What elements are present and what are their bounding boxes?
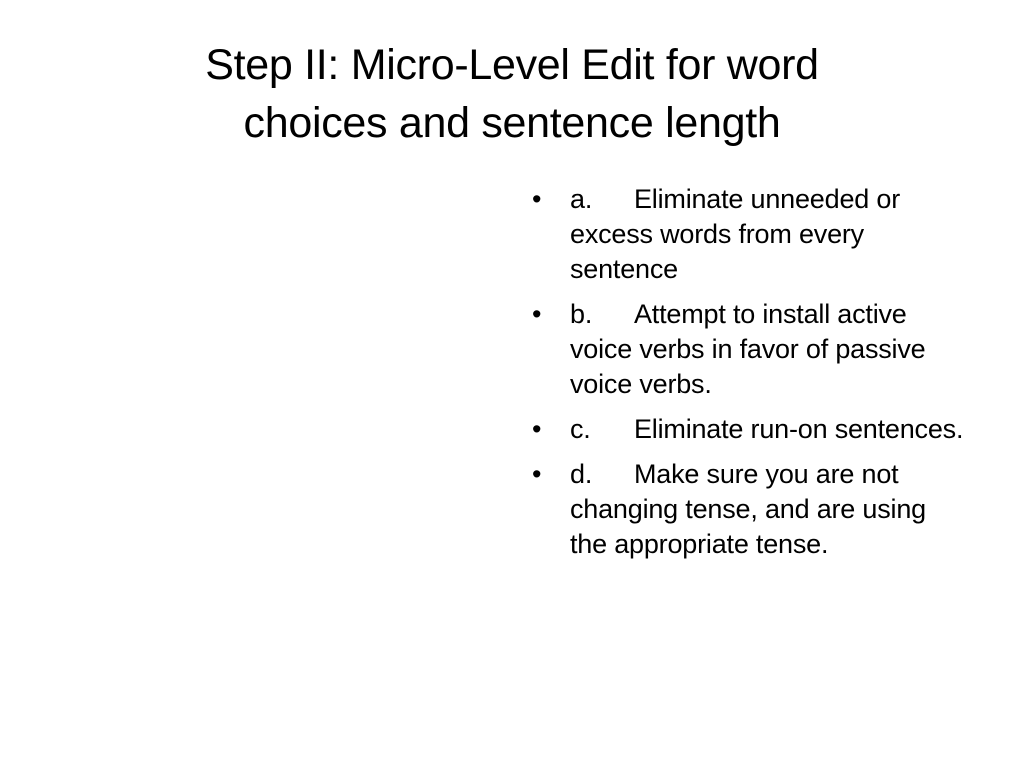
- bullet-text: Attempt to install active voice verbs in favor of passive voice verbs.: [570, 299, 926, 399]
- bullet-marker: c.: [570, 414, 591, 444]
- bullet-item-c: [528, 412, 968, 447]
- bullet-dot-icon: •: [532, 299, 542, 329]
- bullet-text: Eliminate unneeded or excess words from every sentence: [570, 184, 900, 284]
- bullet-dot-icon: •: [532, 184, 542, 214]
- bullet-marker: b.: [570, 299, 593, 329]
- bullet-dot-icon: •: [532, 459, 542, 489]
- slide-title-line-2: choices and sentence length: [243, 99, 781, 147]
- bullet-dot-icon: •: [532, 414, 542, 444]
- bullet-text: Make sure you are not changing tense, and are using the appropriate tense.: [570, 459, 926, 559]
- bullet-item-d: [528, 457, 968, 562]
- slide-title-line-1: Step II: Micro-Level Edit for word: [205, 41, 819, 89]
- bullet-item-a: [528, 182, 968, 287]
- slide-title: [60, 36, 964, 152]
- bullet-list: [528, 182, 968, 572]
- bullet-item-b: [528, 297, 968, 402]
- bullet-marker: d.: [570, 459, 593, 489]
- bullet-marker: a.: [570, 184, 593, 214]
- bullet-text: Eliminate run-on sentences.: [634, 414, 964, 444]
